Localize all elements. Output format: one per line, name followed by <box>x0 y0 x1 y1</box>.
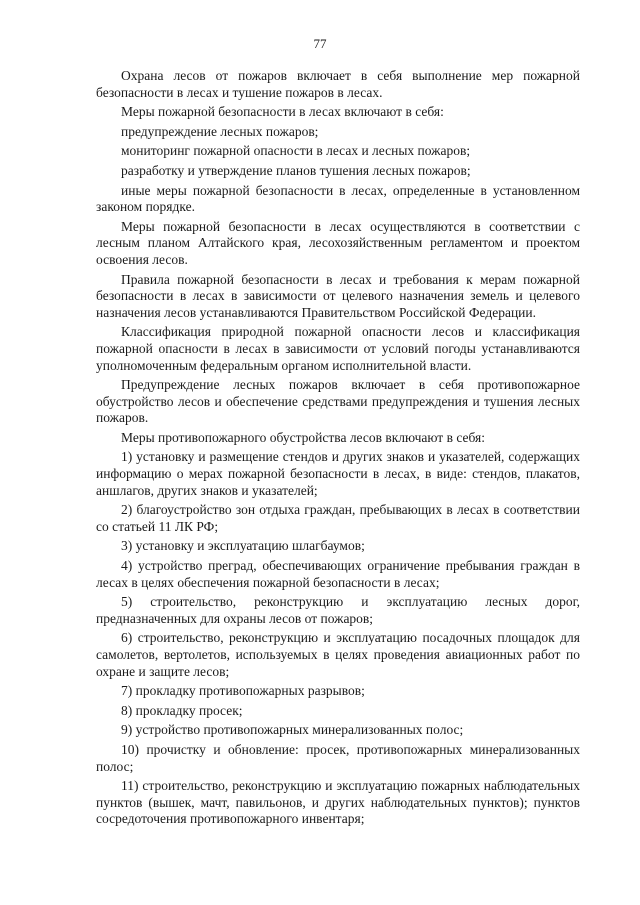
list-item: 11) строительство, реконструкцию и эксплуатацию пожарных наблюдательных пунктов (вышек, мачт, павильонов, и других наблюдательных пунктов); пунктов сосредоточения противопожарного инвентаря; <box>96 778 580 827</box>
paragraph: Охрана лесов от пожаров включает в себя выполнение мер пожарной безопасности в лесах и тушение пожаров в лесах. <box>96 68 580 100</box>
paragraph: предупреждение лесных пожаров; <box>121 123 319 139</box>
list-item: 5) строительство, реконструкцию и эксплуатацию лесных дорог, предназначенных для охраны лесов от пожаров; <box>96 594 580 626</box>
paragraph: мониторинг пожарной опасности в лесах и лесных пожаров; <box>121 143 471 159</box>
list-item: 9) устройство противопожарных минерализованных полос; <box>121 722 464 738</box>
list-item: 1) установку и размещение стендов и других знаков и указателей, содержащих информацию о мерах пожарной безопасности в лесах, в виде: стендов, плакатов, аншлагов, других знаков и указателей; <box>96 449 580 498</box>
list-item: 7) прокладку противопожарных разрывов; <box>121 683 365 699</box>
list-item: 2) благоустройство зон отдыха граждан, пребывающих в лесах в соответствии со статьей 11 ЛК РФ; <box>96 502 580 534</box>
paragraph: Меры противопожарного обустройства лесов включают в себя: <box>121 429 485 445</box>
list-item: 10) прочистку и обновление: просек, противопожарных минерализованных полос; <box>96 741 580 774</box>
list-item: 3) установку и эксплуатацию шлагбаумов; <box>121 538 365 554</box>
paragraph: разработку и утверждение планов тушения лесных пожаров; <box>121 162 471 178</box>
list-item: 6) строительство, реконструкцию и эксплуатацию посадочных площадок для самолетов, вертолетов, используемых в целях проведения авиационных работ по охране и защите лесов; <box>96 630 580 679</box>
list-item: 4) устройство преград, обеспечивающих ограничение пребывания граждан в лесах в целях обеспечения пожарной безопасности в лесах; <box>96 558 580 590</box>
paragraph: Классификация природной пожарной опасности лесов и классификация пожарной опасности в лесах в зависимости от условий погоды устанавливаются уполномоченным федеральным органом исполнительной власти. <box>96 324 580 373</box>
paragraph: Правила пожарной безопасности в лесах и требования к мерам пожарной безопасности в лесах в зависимости от целевого назначения земель и целевого назначения лесов устанавливаются Правительством Российской Федерации. <box>96 271 580 320</box>
paragraph: Меры пожарной безопасности в лесах осуществляются в соответствии с лесным планом Алтайского края, лесохозяйственным регламентом и проектом освоения лесов. <box>96 218 580 267</box>
list-item: 8) прокладку просек; <box>121 702 243 718</box>
paragraph: Предупреждение лесных пожаров включает в себя противопожарное обустройство лесов и обеспечение средствами предупреждения и тушения лесных пожаров. <box>96 377 580 426</box>
paragraph: Меры пожарной безопасности в лесах включают в себя: <box>121 104 444 120</box>
paragraph: иные меры пожарной безопасности в лесах, определенные в установленном законом порядке. <box>96 182 580 215</box>
document-body <box>96 68 580 831</box>
page-number: 77 <box>313 36 327 51</box>
